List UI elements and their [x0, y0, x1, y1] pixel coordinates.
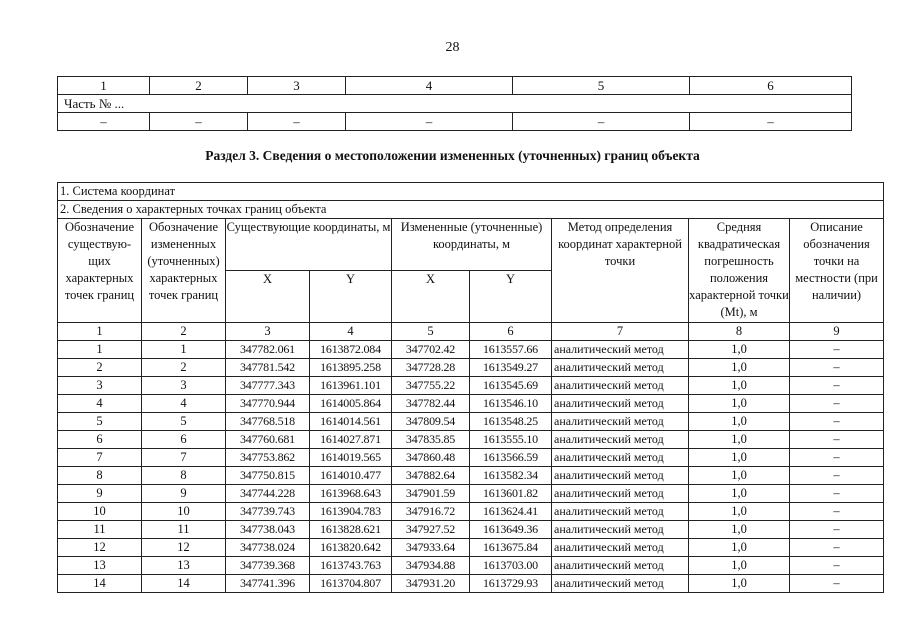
cell-changed-x: 347755.22: [392, 377, 470, 395]
cell-method: аналитический метод: [552, 539, 689, 557]
header-changed-points: Обозначение измененных (уточненных) характерных точек границ: [142, 219, 226, 323]
cell-changed-point: 9: [142, 485, 226, 503]
cell-error: 1,0: [689, 575, 790, 593]
cell-existing-y: 1613872.084: [310, 341, 392, 359]
cell-changed-y: 1613624.41: [470, 503, 552, 521]
cell-existing-x: 347770.944: [226, 395, 310, 413]
dash-cell: –: [150, 113, 248, 131]
cell-method: аналитический метод: [552, 395, 689, 413]
table-row: [58, 449, 884, 467]
table-row: [58, 467, 884, 485]
parts-header-cell: 1: [58, 77, 150, 95]
cell-existing-point: 5: [58, 413, 142, 431]
cell-changed-x: 347934.88: [392, 557, 470, 575]
parts-table: [57, 76, 852, 131]
column-index: 4: [310, 323, 392, 341]
cell-error: 1,0: [689, 521, 790, 539]
cell-existing-y: 1613743.763: [310, 557, 392, 575]
part-label: Часть № ...: [58, 95, 852, 113]
cell-error: 1,0: [689, 413, 790, 431]
cell-error: 1,0: [689, 395, 790, 413]
cell-method: аналитический метод: [552, 485, 689, 503]
cell-changed-y: 1613566.59: [470, 449, 552, 467]
cell-changed-point: 7: [142, 449, 226, 467]
header-description: Описание обозначения точки на местности (при наличии): [790, 219, 884, 323]
cell-existing-point: 9: [58, 485, 142, 503]
header-y: Y: [310, 271, 392, 323]
cell-existing-y: 1613895.258: [310, 359, 392, 377]
cell-description: –: [790, 467, 884, 485]
cell-changed-x: 347809.54: [392, 413, 470, 431]
cell-changed-x: 347702.42: [392, 341, 470, 359]
table-row: [58, 377, 884, 395]
cell-changed-point: 5: [142, 413, 226, 431]
cell-error: 1,0: [689, 377, 790, 395]
cell-changed-x: 347835.85: [392, 431, 470, 449]
cell-error: 1,0: [689, 485, 790, 503]
cell-method: аналитический метод: [552, 341, 689, 359]
cell-existing-x: 347738.043: [226, 521, 310, 539]
cell-changed-y: 1613548.25: [470, 413, 552, 431]
cell-changed-point: 3: [142, 377, 226, 395]
cell-error: 1,0: [689, 449, 790, 467]
dash-cell: –: [58, 113, 150, 131]
column-index-row: [58, 323, 884, 341]
table-row: [58, 431, 884, 449]
cell-changed-y: 1613545.69: [470, 377, 552, 395]
cell-description: –: [790, 503, 884, 521]
cell-changed-y: 1613649.36: [470, 521, 552, 539]
header-existing-points: Обозначение существую-щих характерных точек границ: [58, 219, 142, 323]
points-header-row: [58, 201, 884, 219]
cell-description: –: [790, 449, 884, 467]
cell-changed-x: 347860.48: [392, 449, 470, 467]
cell-changed-point: 12: [142, 539, 226, 557]
cell-changed-y: 1613601.82: [470, 485, 552, 503]
cell-changed-y: 1613703.00: [470, 557, 552, 575]
header-error: Средняя квадратическая погрешность положения характерной точки (Mt), м: [689, 219, 790, 323]
table-row: [58, 539, 884, 557]
coord-system-label: 1. Система координат: [58, 183, 884, 201]
cell-existing-x: 347738.024: [226, 539, 310, 557]
cell-changed-x: 347931.20: [392, 575, 470, 593]
table-row: [58, 359, 884, 377]
cell-existing-point: 7: [58, 449, 142, 467]
column-index: 5: [392, 323, 470, 341]
table-row: [58, 413, 884, 431]
parts-header-cell: 3: [248, 77, 346, 95]
cell-existing-x: 347750.815: [226, 467, 310, 485]
cell-existing-point: 13: [58, 557, 142, 575]
data-rows: [58, 341, 884, 593]
cell-changed-y: 1613549.27: [470, 359, 552, 377]
column-index: 3: [226, 323, 310, 341]
cell-existing-x: 347782.061: [226, 341, 310, 359]
cell-changed-x: 347927.52: [392, 521, 470, 539]
cell-description: –: [790, 341, 884, 359]
cell-existing-y: 1613704.807: [310, 575, 392, 593]
header-changed-coords: Измененные (уточненные) координаты, м: [392, 219, 552, 271]
cell-changed-point: 13: [142, 557, 226, 575]
cell-existing-x: 347760.681: [226, 431, 310, 449]
cell-description: –: [790, 557, 884, 575]
cell-changed-x: 347782.44: [392, 395, 470, 413]
cell-error: 1,0: [689, 539, 790, 557]
cell-method: аналитический метод: [552, 575, 689, 593]
cell-description: –: [790, 485, 884, 503]
dash-cell: –: [513, 113, 690, 131]
cell-existing-x: 347781.542: [226, 359, 310, 377]
cell-existing-x: 347739.743: [226, 503, 310, 521]
cell-existing-point: 4: [58, 395, 142, 413]
cell-changed-y: 1613729.93: [470, 575, 552, 593]
table-row: [58, 521, 884, 539]
cell-existing-x: 347777.343: [226, 377, 310, 395]
column-index: 8: [689, 323, 790, 341]
parts-label-row: [58, 95, 852, 113]
cell-existing-x: 347768.518: [226, 413, 310, 431]
cell-existing-y: 1613904.783: [310, 503, 392, 521]
cell-method: аналитический метод: [552, 431, 689, 449]
cell-method: аналитический метод: [552, 377, 689, 395]
cell-method: аналитический метод: [552, 557, 689, 575]
cell-description: –: [790, 521, 884, 539]
cell-error: 1,0: [689, 359, 790, 377]
parts-dash-row: [58, 113, 852, 131]
cell-existing-y: 1613968.643: [310, 485, 392, 503]
cell-existing-point: 10: [58, 503, 142, 521]
cell-existing-y: 1614019.565: [310, 449, 392, 467]
cell-changed-y: 1613675.84: [470, 539, 552, 557]
cell-existing-y: 1613961.101: [310, 377, 392, 395]
cell-method: аналитический метод: [552, 521, 689, 539]
cell-error: 1,0: [689, 557, 790, 575]
cell-existing-point: 2: [58, 359, 142, 377]
cell-existing-point: 1: [58, 341, 142, 359]
cell-method: аналитический метод: [552, 359, 689, 377]
parts-header-cell: 5: [513, 77, 690, 95]
cell-error: 1,0: [689, 467, 790, 485]
cell-changed-point: 11: [142, 521, 226, 539]
table-row: [58, 395, 884, 413]
page-number: 28: [445, 40, 460, 55]
cell-changed-point: 10: [142, 503, 226, 521]
cell-changed-x: 347728.28: [392, 359, 470, 377]
header-y: Y: [470, 271, 552, 323]
cell-changed-point: 2: [142, 359, 226, 377]
dash-cell: –: [690, 113, 852, 131]
cell-existing-y: 1614005.864: [310, 395, 392, 413]
header-x: X: [226, 271, 310, 323]
cell-existing-x: 347741.396: [226, 575, 310, 593]
cell-changed-y: 1613582.34: [470, 467, 552, 485]
cell-method: аналитический метод: [552, 449, 689, 467]
cell-changed-point: 8: [142, 467, 226, 485]
table-row: [58, 503, 884, 521]
column-index: 9: [790, 323, 884, 341]
cell-existing-y: 1613828.621: [310, 521, 392, 539]
cell-existing-y: 1614010.477: [310, 467, 392, 485]
section-title: Раздел 3. Сведения о местоположении измененных (уточненных) границ объекта: [205, 148, 700, 163]
cell-changed-x: 347933.64: [392, 539, 470, 557]
table-row: [58, 341, 884, 359]
cell-changed-x: 347882.64: [392, 467, 470, 485]
cell-description: –: [790, 539, 884, 557]
cell-existing-point: 11: [58, 521, 142, 539]
cell-description: –: [790, 431, 884, 449]
coord-system-row: [58, 183, 884, 201]
cell-existing-x: 347744.228: [226, 485, 310, 503]
cell-description: –: [790, 575, 884, 593]
cell-changed-point: 6: [142, 431, 226, 449]
cell-existing-x: 347753.862: [226, 449, 310, 467]
cell-description: –: [790, 359, 884, 377]
dash-cell: –: [346, 113, 513, 131]
table-row: [58, 485, 884, 503]
parts-header-cell: 6: [690, 77, 852, 95]
cell-error: 1,0: [689, 431, 790, 449]
table-row: [58, 575, 884, 593]
table-row: [58, 557, 884, 575]
header-method: Метод определения координат характерной точки: [552, 219, 689, 323]
cell-existing-y: 1613820.642: [310, 539, 392, 557]
column-header-row: [58, 219, 884, 271]
column-index: 2: [142, 323, 226, 341]
cell-description: –: [790, 413, 884, 431]
cell-method: аналитический метод: [552, 467, 689, 485]
cell-changed-point: 14: [142, 575, 226, 593]
cell-existing-x: 347739.368: [226, 557, 310, 575]
column-index: 1: [58, 323, 142, 341]
parts-table-header-row: [58, 77, 852, 95]
cell-changed-y: 1613557.66: [470, 341, 552, 359]
cell-existing-y: 1614027.871: [310, 431, 392, 449]
cell-changed-point: 1: [142, 341, 226, 359]
cell-method: аналитический метод: [552, 503, 689, 521]
cell-changed-y: 1613546.10: [470, 395, 552, 413]
dash-cell: –: [248, 113, 346, 131]
header-existing-coords: Существующие координаты, м: [226, 219, 392, 271]
cell-description: –: [790, 377, 884, 395]
parts-header-cell: 2: [150, 77, 248, 95]
cell-changed-x: 347916.72: [392, 503, 470, 521]
boundary-points-table: [57, 182, 884, 593]
cell-changed-x: 347901.59: [392, 485, 470, 503]
cell-error: 1,0: [689, 341, 790, 359]
parts-header-cell: 4: [346, 77, 513, 95]
cell-description: –: [790, 395, 884, 413]
cell-existing-point: 12: [58, 539, 142, 557]
cell-changed-point: 4: [142, 395, 226, 413]
cell-existing-point: 14: [58, 575, 142, 593]
points-header-label: 2. Сведения о характерных точках границ объекта: [58, 201, 884, 219]
cell-existing-point: 8: [58, 467, 142, 485]
column-index: 7: [552, 323, 689, 341]
cell-existing-point: 3: [58, 377, 142, 395]
cell-existing-point: 6: [58, 431, 142, 449]
cell-existing-y: 1614014.561: [310, 413, 392, 431]
column-index: 6: [470, 323, 552, 341]
cell-method: аналитический метод: [552, 413, 689, 431]
cell-error: 1,0: [689, 503, 790, 521]
header-x: X: [392, 271, 470, 323]
cell-changed-y: 1613555.10: [470, 431, 552, 449]
